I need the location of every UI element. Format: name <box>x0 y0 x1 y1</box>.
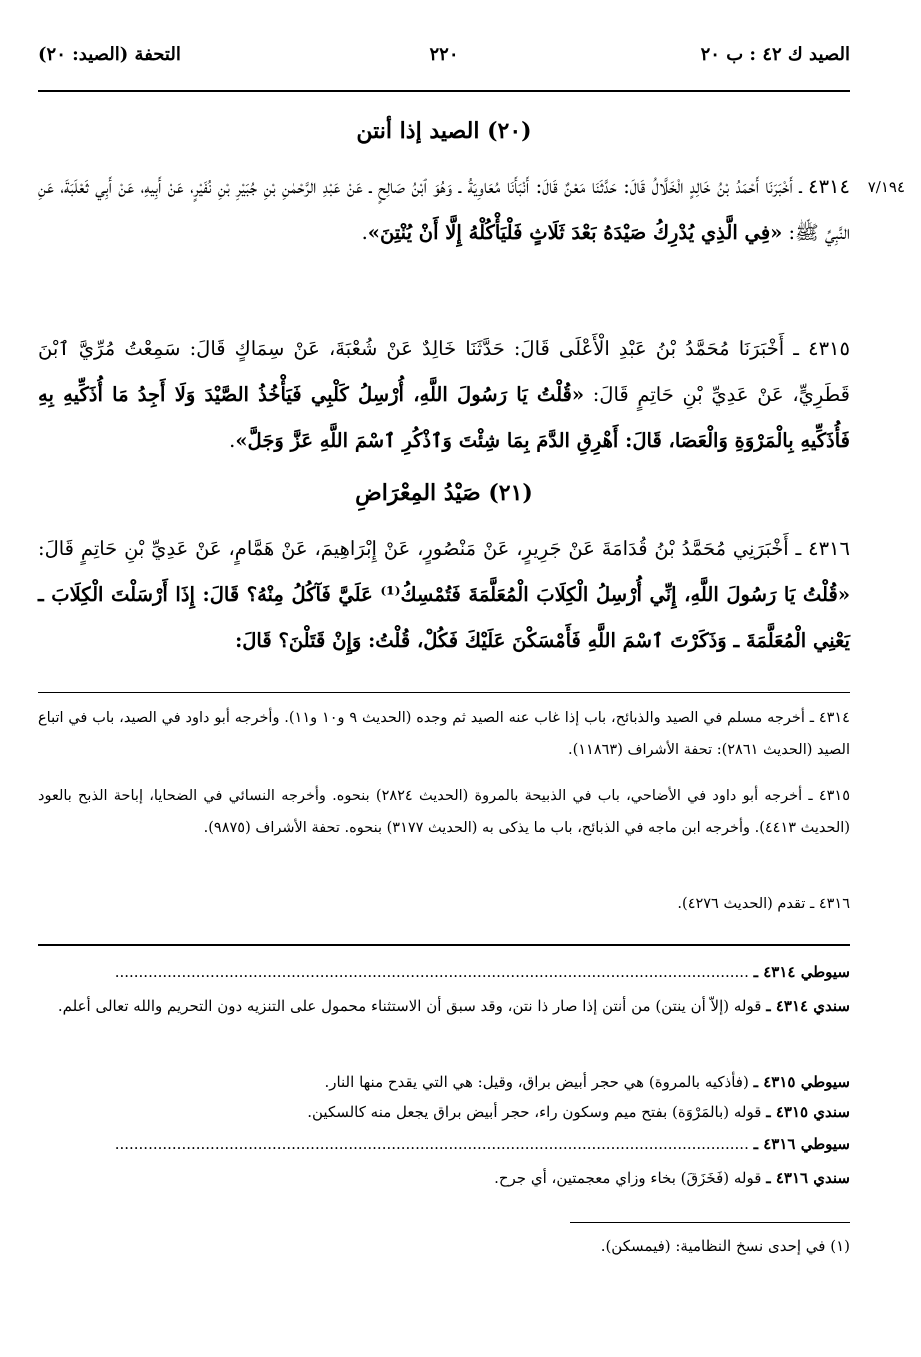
header-chapter-ref: الصيد ك ٤٢ : ب ٢٠ <box>700 44 850 65</box>
takhrij-4315: ٤٣١٥ ـ أخرجه أبو داود في الأضاحي، باب في الذبيحة بالمروة (الحديث ٢٨٢٤) بنحوه. وأخرجه النسائي في الضحايا، إباحة الذبح بالعود (الحديث ٤٤١٣). وأخرجه ابن ماجه في الذبائح، باب ما يذكى به (الحديث ٣١٧٧) بنحوه. تحفة الأشراف (٩٨٧٥). <box>38 788 850 836</box>
footnote-rule <box>570 1222 850 1223</box>
commentary-label: سيوطي ٤٣١٤ ـ <box>753 963 850 981</box>
hadith-4315-end: . <box>229 429 236 452</box>
margin-reference: ٧/١٩٤ <box>867 178 905 196</box>
takhrij-rule <box>38 692 850 693</box>
commentary-label: سندي ٤٣١٥ ـ <box>766 1103 850 1121</box>
hadith-4316 <box>38 526 850 664</box>
commentary-label: سيوطي ٤٣١٦ ـ <box>753 1135 850 1153</box>
running-header <box>38 40 850 74</box>
hadith-4315-isnad: ٤٣١٥ ـ أَخْبَرَنَا مُحَمَّدُ بْنُ عَبْدِ الْأَعْلَى قَالَ: حَدَّثَنَا خَالِدٌ عَنْ شُعْبَةَ، عَنْ سِمَاكٍ قَالَ: سَمِعْتُ مُرِّيَّ ٱبْنَ قَطَرِيٍّ، عَنْ عَدِيِّ بْنِ حَاتِمٍ قَالَ: <box>38 337 850 406</box>
commentary-label: سيوطي ٤٣١٥ ـ <box>753 1073 850 1091</box>
section-title-21: (٢١) صَيْدُ المِعْرَاضِ <box>355 480 533 506</box>
commentary-sindi-4315 <box>38 1098 850 1126</box>
hadith-4315-matn: «قُلْتُ يَا رَسُولَ اللَّهِ، أُرْسِلُ كَلْبِي فَيَأْخُذُ الصَّيْدَ وَلَا أَجِدُ مَا أُذَكِّيهِ بِهِ فَأُذَكِّيهِ بِالْمَرْوَةِ وَالْعَصَا، قَالَ: أَهْرِقِ الدَّمَ بِمَا شِئْتَ وَٱذْكُرِ ٱسْمَ اللَّهِ عَزَّ وَجَلَّ» <box>38 383 850 452</box>
commentary-text: قوله (بالمَرْوَة) بفتح ميم وسكون راء، حجر أبيض براق يجعل منه كالسكين. <box>307 1103 762 1121</box>
commentary-label: سندي ٤٣١٤ ـ <box>766 997 850 1015</box>
takhrij-4316: ٤٣١٦ ـ تقدم (الحديث ٤٢٧٦). <box>677 896 850 912</box>
header-tuhfa-ref: التحفة (الصيد: ٢٠) <box>38 44 181 65</box>
takhrij-4314: ٤٣١٤ ـ أخرجه مسلم في الصيد والذبائح، باب إذا غاب عنه الصيد ثم وجده (الحديث ٩ و١٠ و١١). وأخرجه أبو داود في الصيد، باب في اتباع الصيد (الحديث ٢٨٦١): تحفة الأشراف (١١٨٦٣). <box>38 710 850 758</box>
commentary-suyuti-4315 <box>38 1068 850 1096</box>
commentary-sindi-4316 <box>38 1164 850 1192</box>
commentary-text: ..................................................................................................................................... <box>114 1135 749 1153</box>
commentary-text: قوله (فَخَزَقَ) بخاء وزاي معجمتين، أي جرح. <box>494 1169 762 1187</box>
footnote: (١) في إحدى نسخ النظامية: (فيمسكن). <box>600 1237 850 1255</box>
hadith-4315 <box>38 326 850 464</box>
hadith-4314 <box>38 164 850 256</box>
commentary-text: ..................................................................................................................................... <box>114 963 749 981</box>
hadith-4314-matn: «فِي الَّذِي يُدْرِكُ صَيْدَهُ بَعْدَ ثَلَاثٍ فَلْيَأْكُلْهُ إِلَّا أَنْ يُنْتِنَ» <box>367 221 783 244</box>
hadith-4314-isnad: ٤٣١٤ ـ أَخْبَرَنَا أَحْمَدُ بْنُ خَالِدٍ الْخَلَّالُ قَالَ: حَدَّثَنَا مَعْنٌ قَالَ: أَنْبَأَنَا مُعَاوِيَةُ ـ وَهُوَ ٱبْنُ صَالِحٍ ـ عَنْ عَبْدِ الرَّحْمٰنِ بْنِ جُبَيْرِ بْنِ نُفَيْرٍ، عَنْ أَبِيهِ، عَنْ أَبِي ثَعْلَبَةَ، عَنِ النَّبِيِّ ﷺ: <box>38 175 850 244</box>
commentary-text: قوله (إلاّ أن ينتن) من أنتن إذا صار ذا نتن، وقد سبق أن الاستثناء محمول على التنزيه دون التحريم والله تعالى أعلم. <box>57 997 762 1015</box>
section-title-20: (٢٠) الصيد إذا أنتن <box>356 118 532 144</box>
commentary-text: (فأذكيه بالمروة) هي حجر أبيض براق، وقيل: هي التي يقدح منها النار. <box>324 1073 749 1091</box>
commentary-suyuti-4316 <box>38 1130 850 1158</box>
commentary-suyuti-4314 <box>38 958 850 986</box>
commentary-sindi-4314 <box>38 992 850 1020</box>
hadith-4314-end: . <box>361 221 368 244</box>
commentary-label: سندي ٤٣١٦ ـ <box>766 1169 850 1187</box>
commentary-rule <box>38 944 850 946</box>
hadith-4316-isnad: ٤٣١٦ ـ أَخْبَرَنِي مُحَمَّدُ بْنُ قُدَامَةَ عَنْ جَرِيرٍ، عَنْ مَنْصُورٍ، عَنْ إِبْرَاهِيمَ، عَنْ هَمَّامٍ، عَنْ عَدِيِّ بْنِ حَاتِمٍ قَالَ: <box>38 537 850 560</box>
header-page-number: ٢٢٠ <box>429 44 459 65</box>
hadith-4316-matn: «قُلْتُ يَا رَسُولَ اللَّهِ، إِنِّي أُرْسِلُ الْكِلَابَ الْمُعَلَّمَةَ فَتُمْسِكُ⁽¹⁾ عَلَيَّ فَآكُلُ مِنْهُ؟ قَالَ: إِذَا أَرْسَلْتَ الْكِلَابَ ـ يَعْنِي الْمُعَلَّمَةَ ـ وَذَكَرْتَ ٱسْمَ اللَّهِ فَأَمْسَكْنَ عَلَيْكَ فَكُلْ، قُلْتُ: وَإِنْ قَتَلْنَ؟ قَالَ: <box>38 583 851 652</box>
header-rule <box>38 90 850 92</box>
